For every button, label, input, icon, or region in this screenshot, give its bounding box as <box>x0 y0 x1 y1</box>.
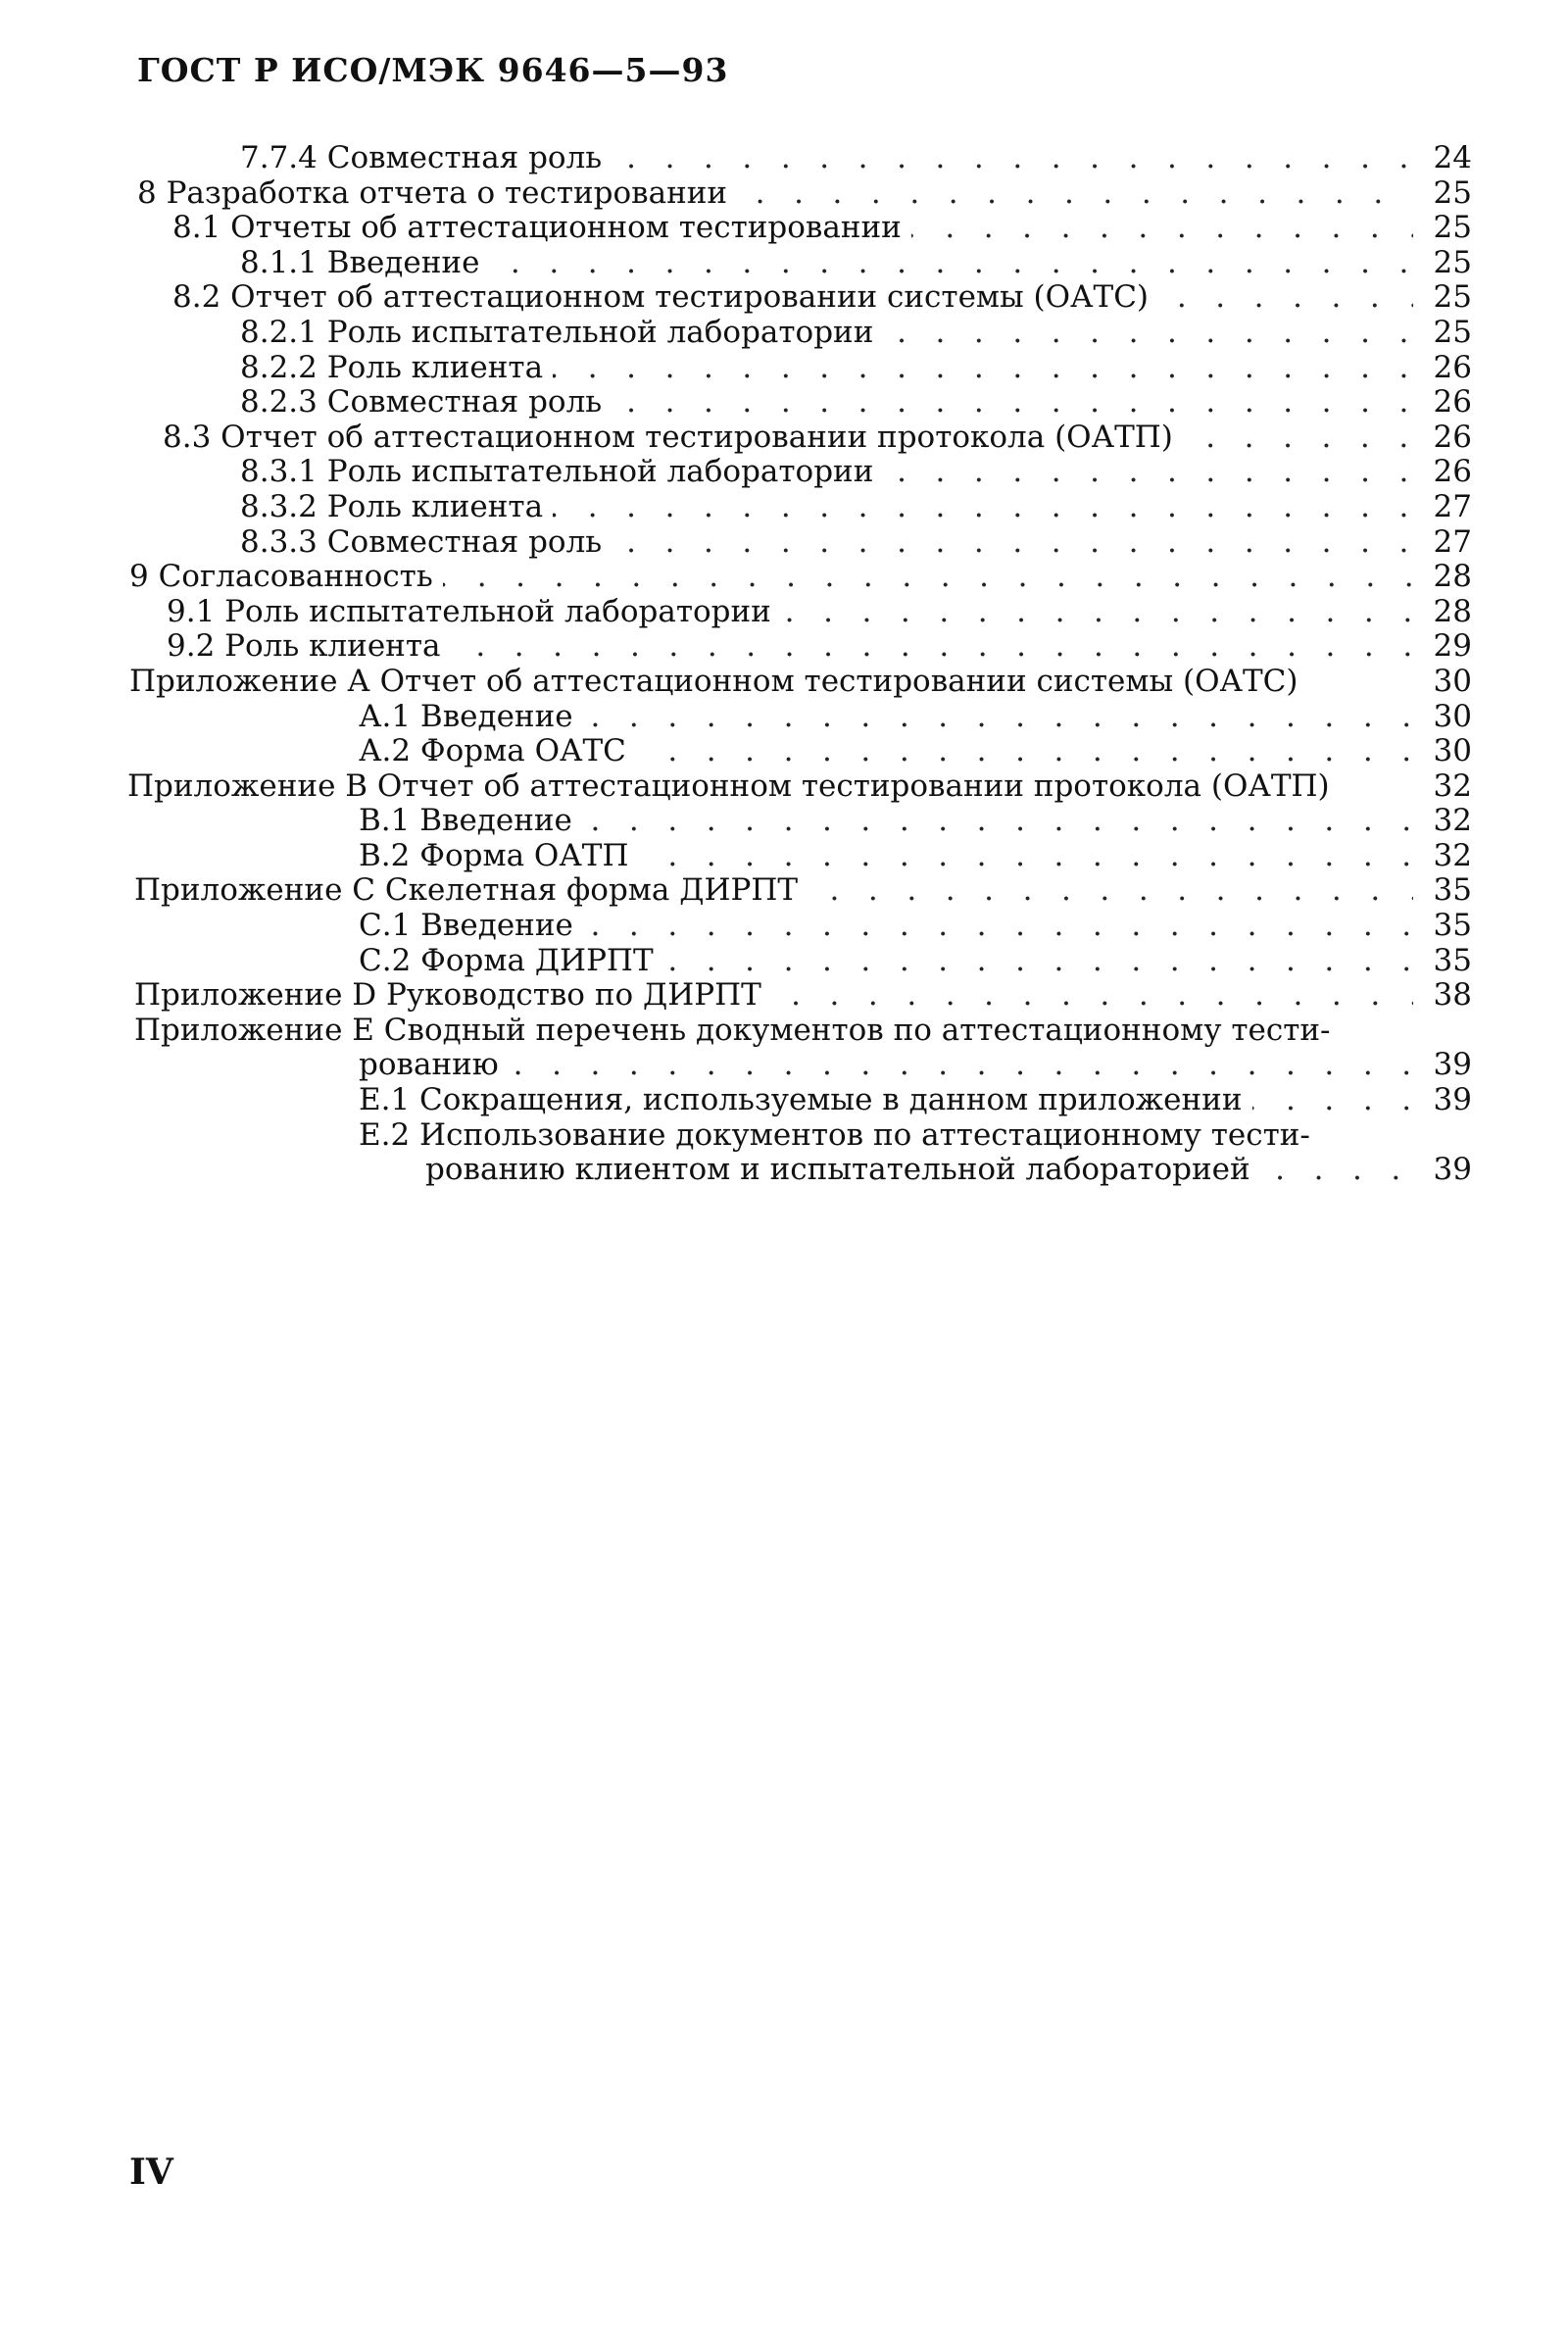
toc-entry-page-number: 35 <box>1413 873 1472 909</box>
toc-entry <box>0 665 1568 700</box>
toc-entry-title: рованию клиентом и испытательной лабораторией <box>425 1153 1260 1188</box>
toc-entry-title: 8.3.1 Роль испытательной лаборатории <box>240 455 883 490</box>
toc-entry <box>0 769 1568 805</box>
toc-entry <box>0 839 1568 874</box>
toc-entry-page-number: 24 <box>1413 141 1472 176</box>
toc-entry <box>0 176 1568 212</box>
toc-entry-page-number: 32 <box>1413 804 1472 839</box>
toc-entry <box>0 873 1568 909</box>
toc-entry <box>0 246 1568 281</box>
toc-entry-page-number: 38 <box>1413 978 1472 1014</box>
toc-entry <box>0 1083 1568 1118</box>
toc-entry <box>0 455 1568 490</box>
toc-entry-page-number: 28 <box>1413 560 1472 595</box>
toc-entry-title: В.2 Форма ОАТП <box>359 839 639 874</box>
page-number-roman: IV <box>129 2152 173 2193</box>
toc-entry-page-number: 30 <box>1413 665 1472 700</box>
toc-entry-title: Приложение С Скелетная форма ДИРПТ <box>134 873 808 909</box>
toc-entry-page-number: 26 <box>1413 385 1472 421</box>
toc-entry <box>0 560 1568 595</box>
toc-entry <box>0 978 1568 1014</box>
toc-entry-page-number: 35 <box>1413 909 1472 944</box>
toc-entry-title: Е.2 Использование документов по аттестационному тести- <box>359 1118 1320 1154</box>
toc-entry <box>0 909 1568 944</box>
toc-entry-title: 9 Согласованность <box>129 560 443 595</box>
toc-entry <box>0 734 1568 769</box>
toc-entry-page-number: 28 <box>1413 595 1472 630</box>
toc-entry <box>0 421 1568 456</box>
toc-entry-title: В.1 Введение <box>359 804 582 839</box>
toc-entry <box>0 629 1568 665</box>
toc-entry-title: 8.2.2 Роль клиента <box>240 351 553 386</box>
toc-dot-leader <box>359 1048 1452 1083</box>
toc-entry-title: 8.2 Отчет об аттестационном тестировании системы (ОАТС) <box>172 280 1158 316</box>
toc-entry-page-number: 39 <box>1413 1083 1472 1118</box>
toc-entry <box>0 804 1568 839</box>
toc-entry <box>0 351 1568 386</box>
toc-entry <box>0 525 1568 561</box>
toc-entry-page-number: 26 <box>1413 421 1472 456</box>
toc-entry <box>0 280 1568 316</box>
toc-entry-page-number: 25 <box>1413 246 1472 281</box>
toc-entry-page-number: 30 <box>1413 700 1472 735</box>
toc-entry-page-number: 35 <box>1413 944 1472 979</box>
toc-entry <box>0 1153 1568 1188</box>
toc-entry-page-number: 39 <box>1413 1153 1472 1188</box>
toc-entry-title: А.2 Форма ОАТС <box>359 734 636 769</box>
toc-entry-title: 8 Разработка отчета о тестировании <box>137 176 737 212</box>
toc-entry-page-number: 25 <box>1413 280 1472 316</box>
toc-entry-title: Е.1 Сокращения, используемые в данном приложении <box>359 1083 1252 1118</box>
toc-entry-title: 7.7.4 Совместная роль <box>240 141 612 176</box>
toc-entry-title: 9.2 Роль клиента <box>167 629 450 665</box>
table-of-contents <box>0 141 1568 1188</box>
toc-entry-page-number: 32 <box>1413 839 1472 874</box>
toc-entry <box>0 316 1568 351</box>
toc-entry-title: 8.2.3 Совместная роль <box>240 385 612 421</box>
toc-entry-title: Приложение D Руководство по ДИРПТ <box>134 978 771 1014</box>
toc-entry <box>0 385 1568 421</box>
toc-entry <box>0 944 1568 979</box>
toc-entry-page-number: 27 <box>1413 525 1472 561</box>
toc-entry <box>0 1014 1568 1049</box>
toc-entry-title: 9.1 Роль испытательной лаборатории <box>167 595 781 630</box>
toc-entry-title: Приложение В Отчет об аттестационном тестировании протокола (ОАТП) <box>127 769 1340 805</box>
toc-entry <box>0 595 1568 630</box>
toc-entry-title: 8.3 Отчет об аттестационном тестировании протокола (ОАТП) <box>163 421 1183 456</box>
toc-entry <box>0 211 1568 246</box>
toc-entry-title: С.2 Форма ДИРПТ <box>359 944 663 979</box>
toc-entry-title: С.1 Введение <box>359 909 583 944</box>
toc-entry-title: А.1 Введение <box>359 700 583 735</box>
toc-entry <box>0 490 1568 525</box>
toc-entry-page-number: 29 <box>1413 629 1472 665</box>
toc-entry-title: 8.1 Отчеты об аттестационном тестировании <box>172 211 911 246</box>
toc-entry-title: 8.3.3 Совместная роль <box>240 525 612 561</box>
toc-entry-title: 8.3.2 Роль клиента <box>240 490 553 525</box>
toc-entry-page-number: 25 <box>1413 211 1472 246</box>
document-header: ГОСТ Р ИСО/МЭК 9646—5—93 <box>137 51 729 89</box>
toc-entry <box>0 700 1568 735</box>
toc-entry-page-number: 39 <box>1413 1048 1472 1083</box>
toc-entry-title: 8.2.1 Роль испытательной лаборатории <box>240 316 883 351</box>
toc-entry <box>0 1048 1568 1083</box>
toc-entry-page-number: 26 <box>1413 455 1472 490</box>
toc-entry-title: Приложение Е Сводный перечень документов по аттестационному тести- <box>134 1014 1340 1049</box>
toc-entry-title: рованию <box>359 1048 509 1083</box>
toc-entry-title: Приложение А Отчет об аттестационном тестировании системы (ОАТС) <box>129 665 1308 700</box>
toc-entry-page-number: 27 <box>1413 490 1472 525</box>
toc-entry-page-number: 25 <box>1413 176 1472 212</box>
toc-entry-page-number: 26 <box>1413 351 1472 386</box>
toc-entry-page-number: 32 <box>1413 769 1472 805</box>
toc-entry <box>0 141 1568 176</box>
toc-entry-page-number: 30 <box>1413 734 1472 769</box>
toc-entry-title: 8.1.1 Введение <box>240 246 489 281</box>
toc-entry-page-number: 25 <box>1413 316 1472 351</box>
toc-entry <box>0 1118 1568 1154</box>
